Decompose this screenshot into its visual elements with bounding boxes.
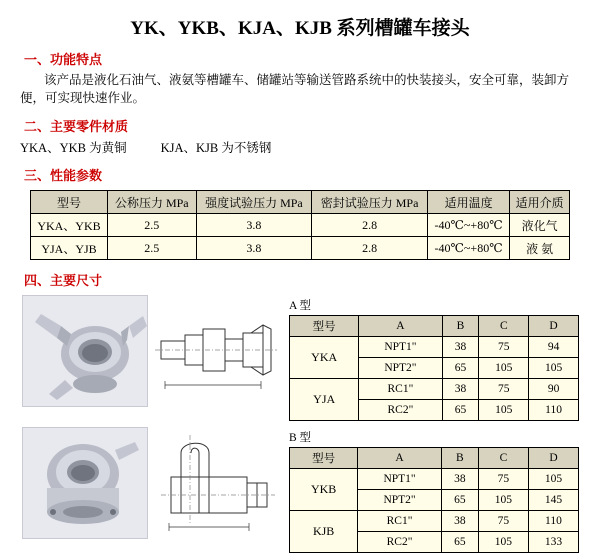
dims-a-model-yja: YJA xyxy=(290,379,359,421)
spec-cell-temperature: -40℃~+80℃ xyxy=(427,214,509,237)
dims-b-cell: 38 xyxy=(441,511,478,532)
spec-header-temperature: 适用温度 xyxy=(427,191,509,214)
dims-b-cell: 105 xyxy=(478,490,528,511)
dims-b-cell: 75 xyxy=(478,511,528,532)
dims-a-header-b: B xyxy=(442,316,479,337)
technical-drawing-a xyxy=(151,295,279,405)
section-heading-material: 二、主要零件材质 xyxy=(24,119,129,134)
dims-a-cell: 75 xyxy=(479,337,529,358)
dims-b-header-c: C xyxy=(478,448,528,469)
dims-a-cell: RC1" xyxy=(359,379,442,400)
page-title: YK、YKB、KJA、KJB 系列槽罐车接头 xyxy=(130,18,470,39)
dims-b-cell: 133 xyxy=(528,532,578,553)
type-label-b: B 型 xyxy=(289,432,312,444)
spec-header-medium: 适用介质 xyxy=(510,191,570,214)
dims-a-cell: RC2" xyxy=(359,400,442,421)
spec-header-strength-pressure: 强度试验压力 MPa xyxy=(196,191,312,214)
table-row xyxy=(290,511,579,532)
dimension-block-a xyxy=(0,295,600,421)
dims-a-cell: 105 xyxy=(479,358,529,379)
material-paragraph xyxy=(20,138,600,156)
dims-b-model-kjb: KJB xyxy=(290,511,358,553)
section-heading-dimensions: 四、主要尺寸 xyxy=(24,273,103,288)
dims-a-cell: 90 xyxy=(529,379,579,400)
dims-a-cell: 94 xyxy=(529,337,579,358)
spec-cell-temperature: -40℃~+80℃ xyxy=(427,237,509,260)
dims-a-cell: NPT2" xyxy=(359,358,442,379)
dimension-table-a xyxy=(289,315,579,421)
dims-b-header-b: B xyxy=(441,448,478,469)
dims-b-cell: 65 xyxy=(441,490,478,511)
dims-a-cell: 38 xyxy=(442,379,479,400)
type-label-a: A 型 xyxy=(289,300,312,312)
table-row xyxy=(290,469,579,490)
performance-table xyxy=(30,190,570,260)
spec-header-nominal-pressure: 公称压力 MPa xyxy=(107,191,196,214)
table-header-row xyxy=(290,316,579,337)
dims-b-cell: 110 xyxy=(528,511,578,532)
dims-a-header-a: A xyxy=(359,316,442,337)
dimension-table-wrap-a xyxy=(289,297,579,421)
dims-b-model-ykb: YKB xyxy=(290,469,358,511)
dims-b-header-model: 型号 xyxy=(290,448,358,469)
dims-b-cell: 105 xyxy=(478,532,528,553)
dims-b-header-a: A xyxy=(358,448,442,469)
dims-b-cell: RC2" xyxy=(358,532,442,553)
dims-a-model-yka: YKA xyxy=(290,337,359,379)
dims-b-cell: 38 xyxy=(441,469,478,490)
dims-a-header-d: D xyxy=(529,316,579,337)
dims-b-cell: NPT1" xyxy=(358,469,442,490)
dimension-table-wrap-b xyxy=(289,429,579,553)
section-heading-performance: 三、性能参数 xyxy=(24,168,103,183)
features-paragraph xyxy=(20,71,580,107)
dimension-table-b xyxy=(289,447,579,553)
technical-drawing-b xyxy=(151,427,279,537)
spec-cell-nominal: 2.5 xyxy=(107,214,196,237)
dims-b-header-d: D xyxy=(528,448,578,469)
dims-a-cell: 65 xyxy=(442,400,479,421)
product-photo-b xyxy=(22,427,148,539)
table-row xyxy=(290,337,579,358)
spec-cell-model: YKA、YKB xyxy=(31,214,108,237)
dims-a-cell: 105 xyxy=(479,400,529,421)
spec-cell-nominal: 2.5 xyxy=(107,237,196,260)
dims-a-header-model: 型号 xyxy=(290,316,359,337)
spec-cell-strength: 3.8 xyxy=(196,214,312,237)
dims-a-cell: 105 xyxy=(529,358,579,379)
table-row xyxy=(31,237,570,260)
spec-cell-medium: 液 氨 xyxy=(510,237,570,260)
features-text: 该产品是液化石油气、液氨等槽罐车、储罐站等输送管路系统中的快装接头，安全可靠，装卸方便，可实现快速作业。 xyxy=(20,73,570,105)
spec-header-model: 型号 xyxy=(31,191,108,214)
product-photo-a xyxy=(22,295,148,407)
dims-a-cell: NPT1" xyxy=(359,337,442,358)
material-text-b: KJA、KJB 为不锈钢 xyxy=(160,141,272,155)
dimension-block-b xyxy=(0,427,600,553)
table-row xyxy=(31,214,570,237)
table-header-row xyxy=(290,448,579,469)
section-heading-features: 一、功能特点 xyxy=(24,52,103,67)
dims-b-cell: NPT2" xyxy=(358,490,442,511)
dims-b-cell: 65 xyxy=(441,532,478,553)
spec-cell-seal: 2.8 xyxy=(312,237,428,260)
dims-a-cell: 75 xyxy=(479,379,529,400)
spec-header-seal-pressure: 密封试验压力 MPa xyxy=(312,191,428,214)
material-text-a: YKA、YKB 为黄铜 xyxy=(20,141,127,155)
dimension-blocks xyxy=(0,295,600,553)
dims-a-cell: 110 xyxy=(529,400,579,421)
dims-b-cell: 145 xyxy=(528,490,578,511)
spec-cell-model: YJA、YJB xyxy=(31,237,108,260)
table-row xyxy=(290,379,579,400)
dims-b-cell: 105 xyxy=(528,469,578,490)
dims-a-cell: 65 xyxy=(442,358,479,379)
spec-cell-strength: 3.8 xyxy=(196,237,312,260)
dims-a-header-c: C xyxy=(479,316,529,337)
dims-b-cell: RC1" xyxy=(358,511,442,532)
dims-a-cell: 38 xyxy=(442,337,479,358)
spec-cell-medium: 液化气 xyxy=(510,214,570,237)
table-header-row xyxy=(31,191,570,214)
spec-cell-seal: 2.8 xyxy=(312,214,428,237)
dims-b-cell: 75 xyxy=(478,469,528,490)
